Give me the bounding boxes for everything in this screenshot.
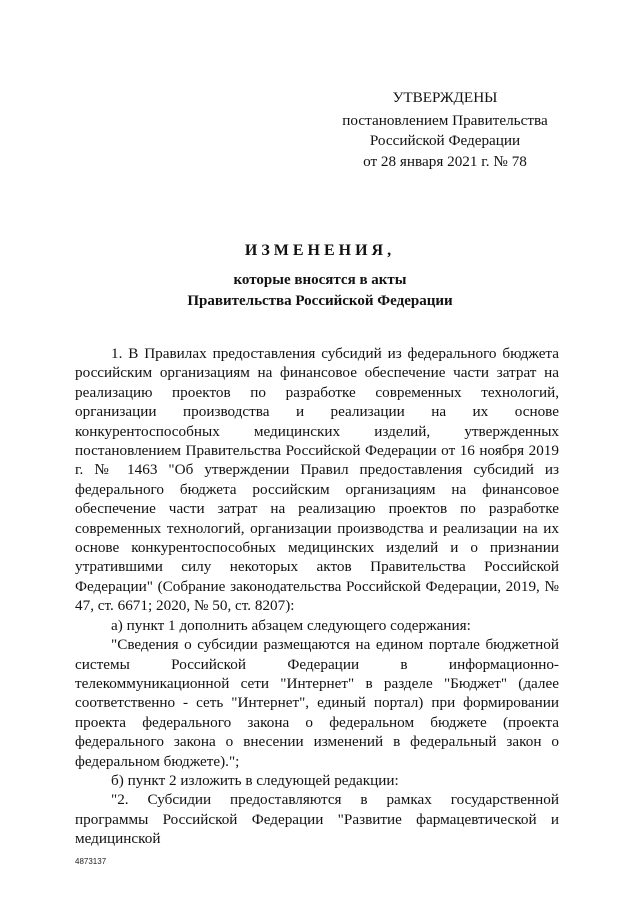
- paragraph-1: 1. В Правилах предоставления субсидий из федерального бюджета российским организациям на финансовое обеспечение части затрат на реализацию проектов по разработке современных технологий, организации производства и реализации на их основе конкурентоспособных медицинских изделий, утвержденных постановлением Правительства Российской Федерации от 16 ноября 2019 г. № 1463 "Об утверждении Правил предоставления субсидий из федерального бюджета российским организациям на финансовое обеспечение части затрат на реализацию проектов по разработке современных технологий, организации производства и реализации на их основе конкурентоспособных медицинских изделий и о признании утратившими силу некоторых актов Правительства Российской Федерации" (Собрание законодательства Российской Федерации, 2019, № 47, ст. 6671; 2020, № 50, ст. 8207):: [75, 345, 559, 615]
- approval-line-1: постановлением Правительства: [342, 111, 548, 129]
- approval-line-3: от 28 января 2021 г. № 78: [363, 152, 527, 170]
- paragraph-2: а) пункт 1 дополнить абзацем следующего содержания:: [111, 616, 471, 634]
- subtitle-line-1: которые вносятся в акты: [233, 272, 407, 288]
- document-title: ИЗМЕНЕНИЯ,: [244, 242, 396, 259]
- document-heading: [0, 240, 640, 312]
- approval-line-2: Российской Федерации: [369, 132, 521, 149]
- approval-heading: УТВЕРЖДЕНЫ: [392, 89, 498, 106]
- approval-stamp: [340, 88, 550, 172]
- paragraph-4: б) пункт 2 изложить в следующей редакции:: [111, 771, 399, 789]
- document-code: 4873137: [75, 857, 107, 866]
- document-subtitle: [0, 270, 640, 312]
- document-body: [75, 344, 559, 849]
- paragraph-5: "2. Субсидии предоставляются в рамках государственной программы Российской Федерации "Развитие фармацевтической и медицинской: [75, 791, 559, 848]
- subtitle-line-2: Правительства Российской Федерации: [187, 293, 453, 309]
- paragraph-3: "Сведения о субсидии размещаются на едином портале бюджетной системы Российской Федерации в информационно-телекоммуникационной сети "Интернет" в разделе "Бюджет" (далее соответственно - сеть "Интернет", единый портал) при формировании проекта федерального закона о федеральном бюджете (проекта федерального закона о внесении изменений в федеральный закон о федеральном бюджете).";: [75, 636, 559, 770]
